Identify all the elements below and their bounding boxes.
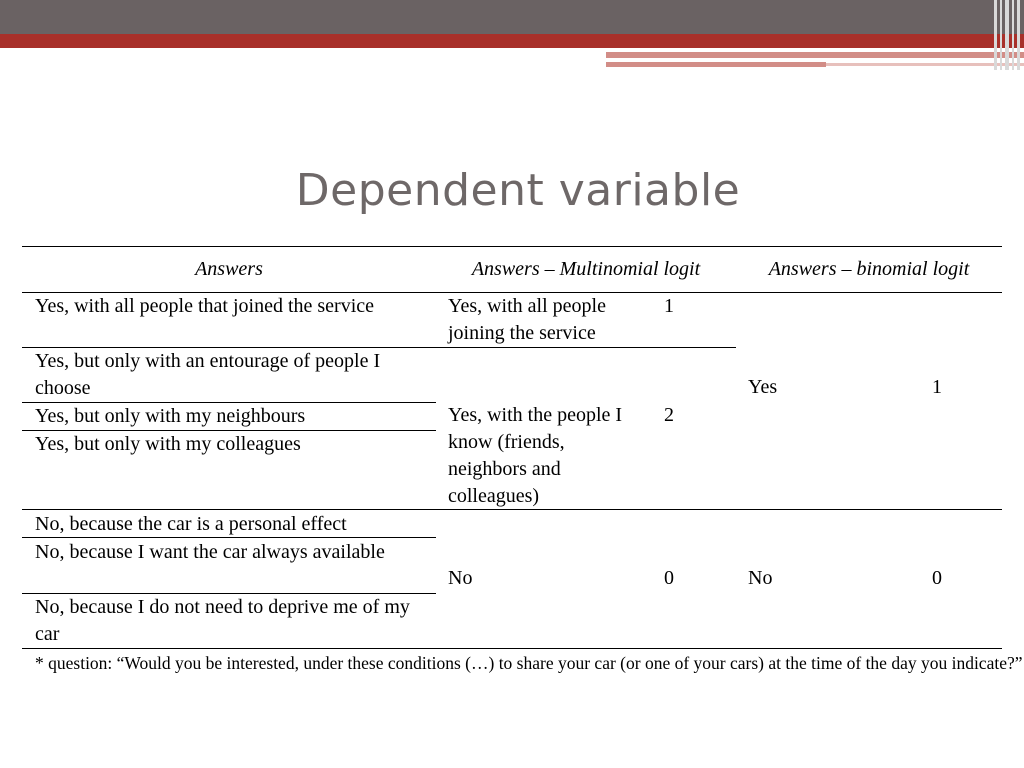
table-bottom-rule (22, 648, 1002, 649)
answer-cell: No, because the car is a personal effect (35, 513, 347, 535)
header-bar-pink-short (606, 62, 826, 67)
answer-cell: Yes, but only with my neighbours (35, 405, 306, 427)
answer-cell: No, because I do not need to deprive me of my car (35, 596, 410, 645)
binomial-label: No (748, 567, 773, 589)
header-multinomial: Answers – Multinomial logit (471, 258, 701, 280)
multinomial-code: 0 (664, 567, 674, 589)
answer-cell: Yes, with all people that joined the service (35, 295, 375, 317)
binomial-label: Yes (748, 376, 778, 398)
binomial-code: 0 (932, 567, 942, 589)
multinomial-label: No (448, 567, 473, 589)
multinomial-label: Yes, with all people joining the service (448, 295, 606, 344)
header-bar-pink (606, 52, 1024, 58)
slide-title: Dependent variable (295, 165, 741, 216)
binomial-code: 1 (932, 376, 942, 398)
header-answers: Answers (195, 258, 263, 280)
answer-cell: Yes, but only with my colleagues (35, 433, 301, 455)
multinomial-code: 1 (664, 295, 674, 317)
header-bar-gap (0, 48, 606, 52)
header-bar-gray (0, 0, 1024, 34)
multinomial-label: Yes, with the people I know (friends, neighbors and colleagues) (448, 404, 623, 507)
footnote: * question: “Would you be interested, under these conditions (…) to share your car (or one of your cars) at the time of the day you indicate?” (35, 653, 1023, 673)
header-edge-lines (990, 0, 1024, 70)
answer-cell: No, because I want the car always available (35, 541, 385, 563)
header-bar-red (0, 34, 1024, 48)
table-top-rule (22, 246, 1002, 247)
answer-cell: Yes, but only with an entourage of people I choose (35, 350, 381, 399)
header-binomial: Answers – binomial logit (768, 258, 970, 280)
multinomial-code: 2 (664, 404, 674, 426)
